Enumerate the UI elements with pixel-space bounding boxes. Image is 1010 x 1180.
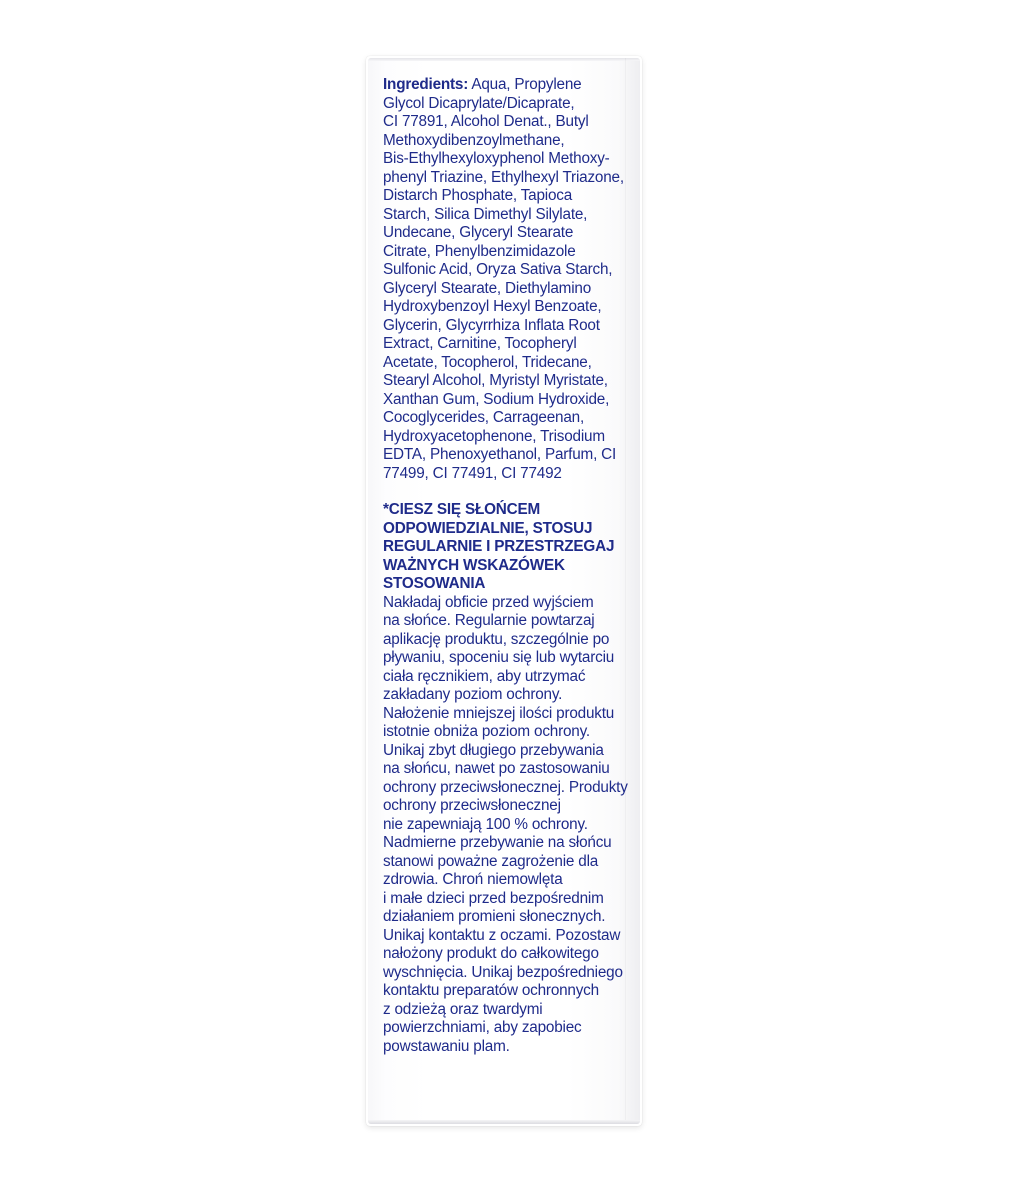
warning-heading: *CIESZ SIĘ SŁOŃCEM ODPOWIEDZIALNIE, STOSUJ REGULARNIE I PRZESTRZEGAJ WAŻNYCH WSKAZÓWEK STOSOWANIA bbox=[383, 501, 615, 592]
box-bottom-edge bbox=[368, 1120, 640, 1124]
box-top-edge bbox=[368, 58, 640, 61]
ingredients-label: Ingredients: bbox=[383, 76, 469, 93]
warning-text: Nakładaj obficie przed wyjściem na słońce. Regularnie powtarzaj aplikację produktu, szczególnie po pływaniu, spoceniu się lub wytarciu ciała ręcznikiem, aby utrzymać zakładany poziom ochrony. Nałożenie mniejszej ilości produktu istotnie obniża poziom ochrony. Unikaj zbyt długiego przebywania na słońcu, nawet po zastosowaniu ochrony przeciwsłonecznej. Produkty ochrony przeciwsłonecznej nie zapewniają 100 % ochrony. Nadmierne przebywanie na słońcu stanowi poważne zagrożenie dla zdrowia. Chroń niemowlęta i małe dzieci przed bezpośrednim działaniem promieni słonecznych. Unikaj kontaktu z oczami. Pozostaw nałożony produkt do całkowitego wyschnięcia. Unikaj bezpośredniego kontaktu preparatów ochronnych z odzieżą oraz twardymi powierzchniami, aby zapobiec powstawaniu plam. bbox=[383, 593, 628, 1055]
ingredients-text: Aqua, Propylene Glycol Dicaprylate/Dicaprate, CI 77891, Alcohol Denat., Butyl Methoxydibenzoylmethane, Bis-Ethylhexyloxyphenol Methoxy- phenyl Triazine, Ethylhexyl Triazone, Distarch Phosphate, Tapioca Starch, Silica Dimethyl Silylate, Undecane, Glyceryl Stearate Citrate, Phenylbenzimidazole Sulfonic Acid, Oryza Sativa Starch, Glyceryl Stearate, Diethylamino Hydroxybenzoyl Hexyl Benzoate, Glycerin, Glycyrrhiza Inflata Root Extract, Carnitine, Tocopheryl Acetate, Tocopherol, Tridecane, Stearyl Alcohol, Myristyl Myristate, Xanthan Gum, Sodium Hydroxide, Cocoglycerides, Carrageenan, Hydroxyacetophenone, Trisodium EDTA, Phenoxyethanol, Parfum, CI 77499, CI 77491, CI 77492 bbox=[383, 76, 624, 482]
product-box-side-panel bbox=[368, 58, 640, 1124]
printed-text-block bbox=[383, 76, 633, 1056]
ingredients-list bbox=[383, 76, 633, 483]
